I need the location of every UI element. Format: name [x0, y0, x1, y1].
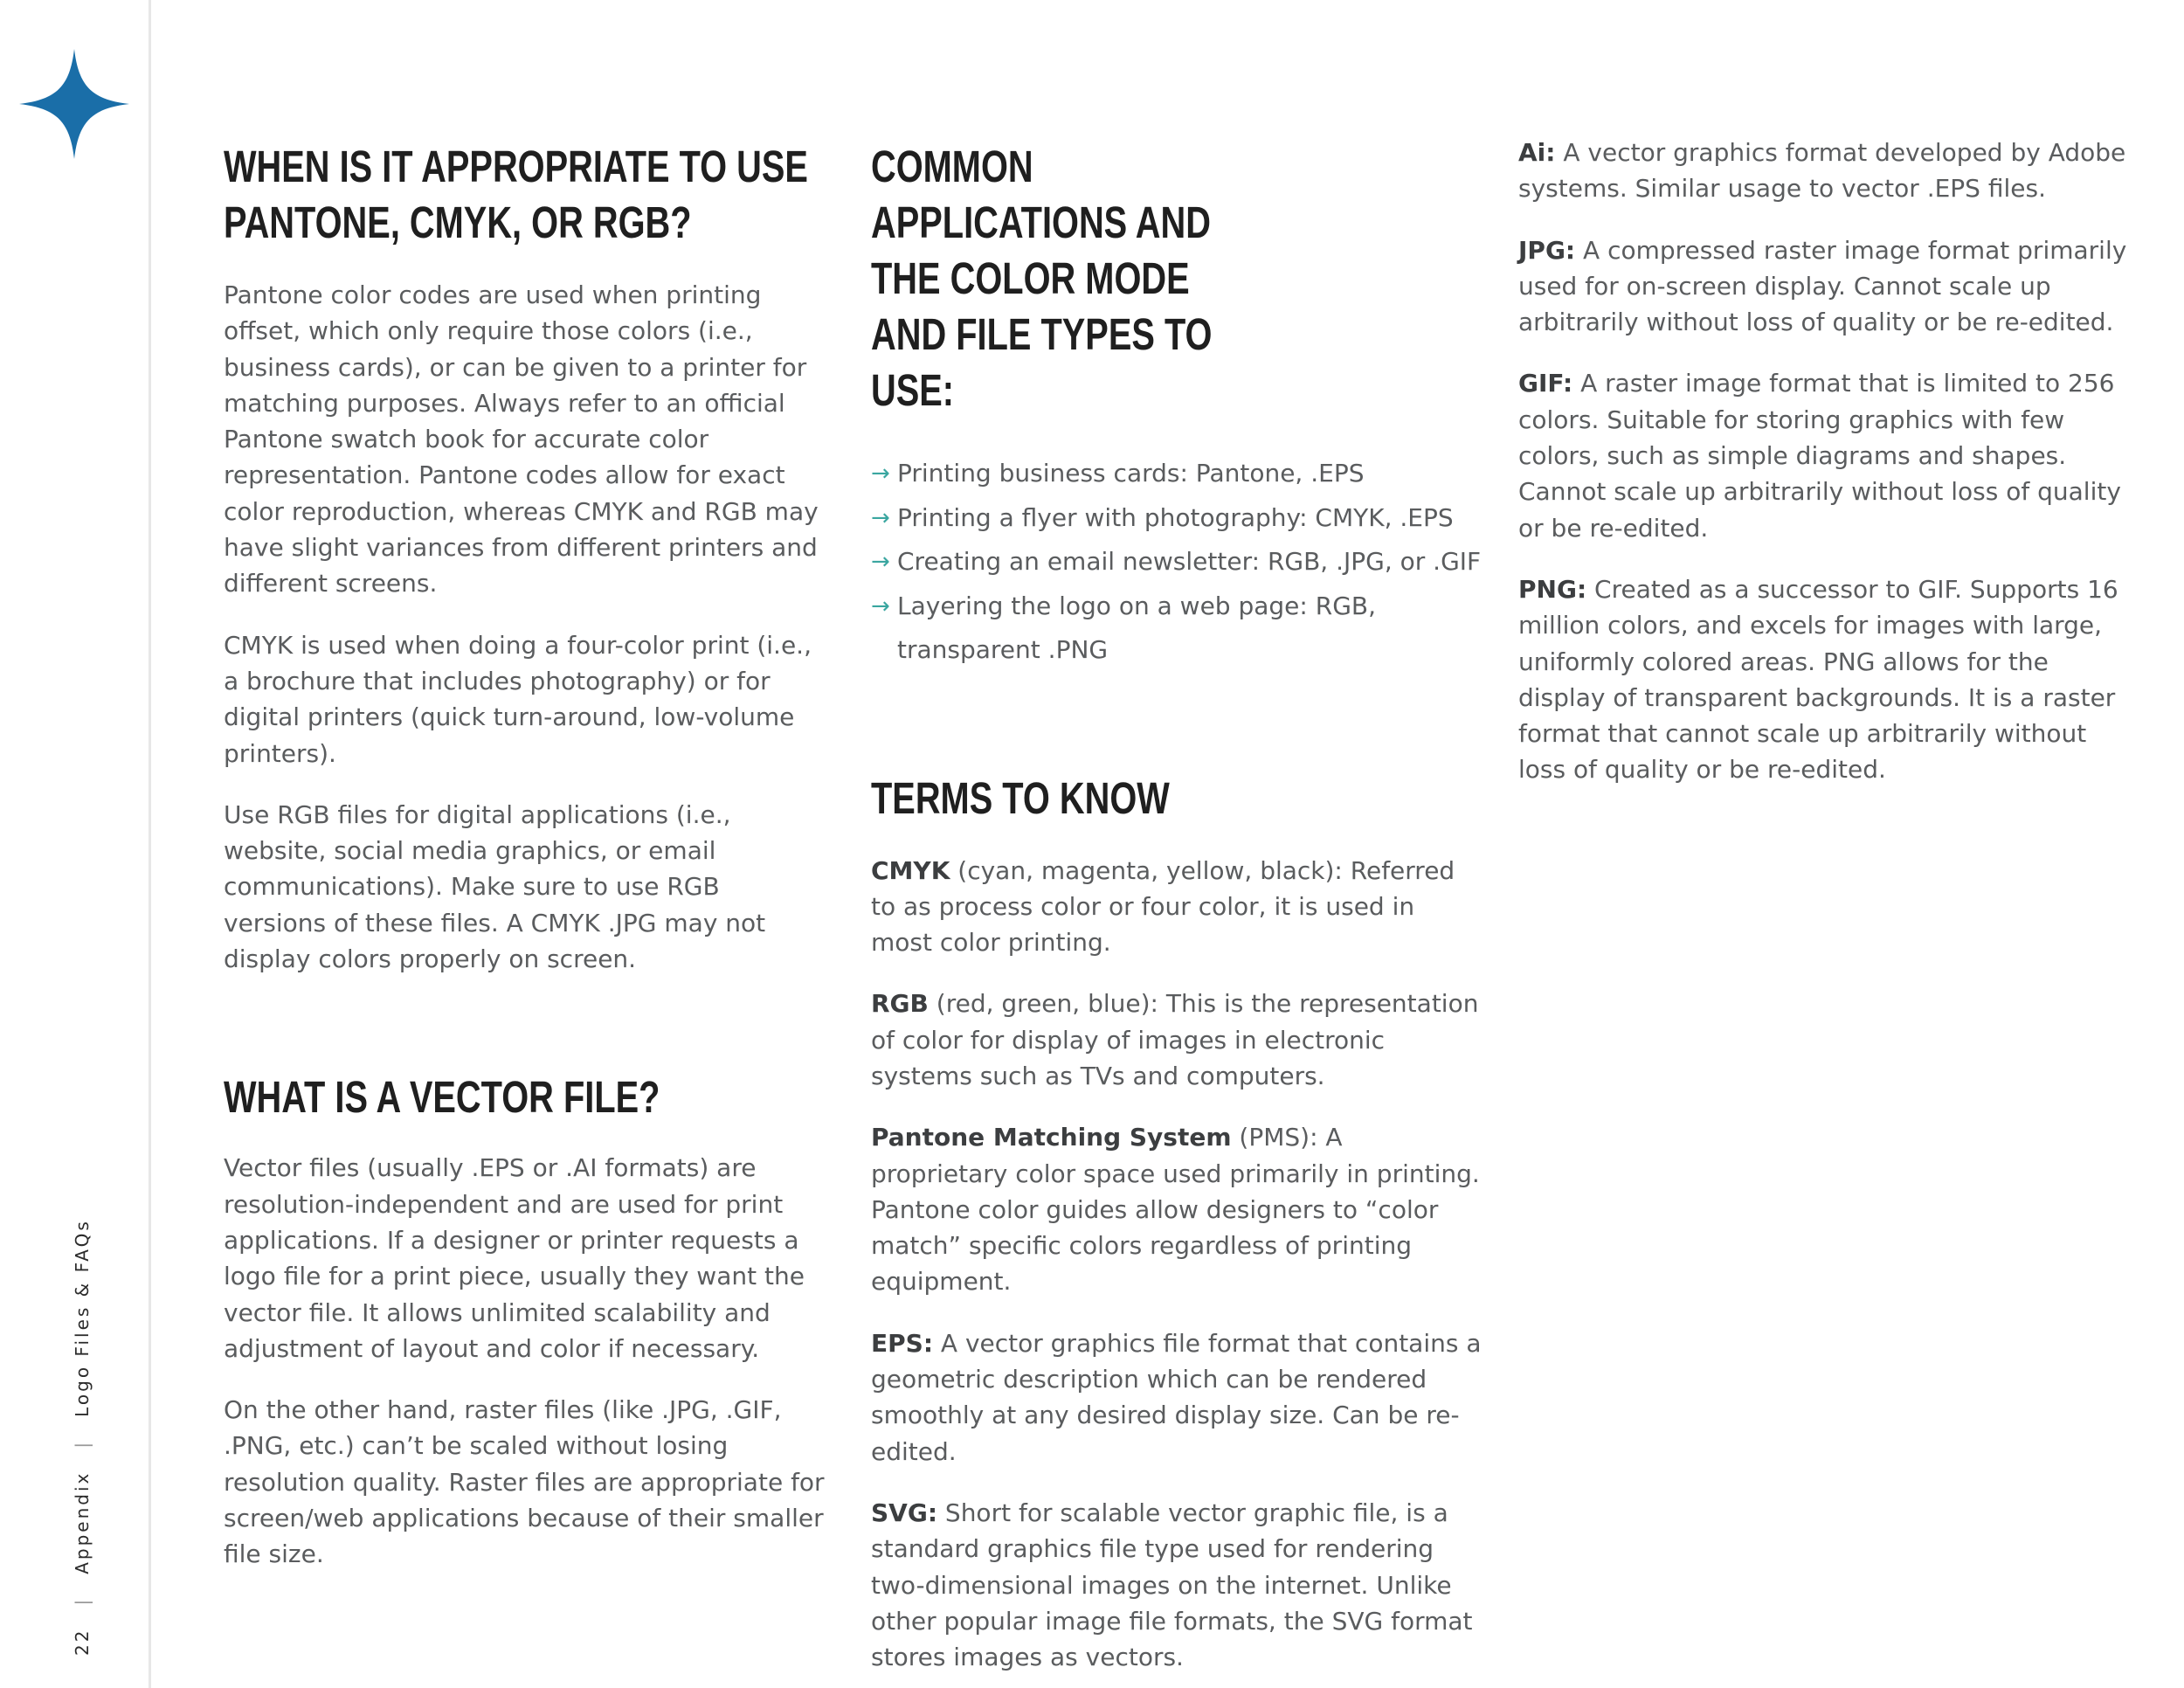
term-jpg: JPG: A compressed raster image format primarily used for on-screen display. Cannot scale up arbitrarily without loss of quality or be re-edited.: [1518, 235, 2127, 337]
separator: |: [72, 1596, 93, 1606]
column-3: [1518, 0, 2130, 788]
arrow-right-icon: →: [871, 460, 890, 487]
term-gif: GIF: A raster image format that is limited to 256 colors. Suitable for storing graphics with few colors, such as simple diagrams and shapes. Cannot scale up arbitrarily without loss of quality or be re-edited.: [1518, 369, 2121, 543]
applications-list: [871, 452, 1482, 673]
paragraph-rgb: Use RGB files for digital applications (i.e., website, social media graphics, or email communications). Make sure to use RGB versions of these files. A CMYK .JPG may not display colors properly on screen.: [224, 799, 766, 974]
subsection-name: Logo Files & FAQs: [72, 1219, 93, 1417]
heading-terms-to-know: TERMS TO KNOW: [871, 772, 1170, 823]
list-item: → Printing a flyer with photography: CMYK, .EPS: [871, 496, 1482, 541]
list-item: → Layering the logo on a web page: RGB, transparent .PNG: [871, 585, 1482, 673]
paragraph-cmyk: CMYK is used when doing a four-color print (i.e., a brochure that includes photography) or for digital printers (quick turn-around, low-volume printers).: [224, 630, 812, 768]
column-2: [871, 0, 1482, 1675]
separator: |: [72, 1439, 93, 1449]
term-pms: Pantone Matching System (PMS): A proprietary color space used primarily in printing. Pantone color guides allow designers to “color match” specific colors regardless of printing equipment.: [871, 1123, 1480, 1297]
list-item: → Creating an email newsletter: RGB, .JPG, or .GIF: [871, 540, 1482, 585]
sidebar-label: [69, 1097, 95, 1656]
heading-common-applications: COMMON APPLICATIONS AND THE COLOR MODE AND FILE TYPES TO USE:: [871, 142, 1213, 415]
term-svg: SVG: Short for scalable vector graphic file, is a standard graphics file type used for rendering two-dimensional images on the internet. Unlike other popular image file formats, the SVG format stores images as vectors.: [871, 1498, 1473, 1672]
list-item: → Printing business cards: Pantone, .EPS: [871, 452, 1482, 496]
term-rgb: RGB (red, green, blue): This is the representation of color for display of images in electronic systems such as TVs and computers.: [871, 989, 1479, 1090]
arrow-right-icon: →: [871, 549, 890, 575]
section-name: Appendix: [72, 1470, 93, 1574]
heading-vector-file: WHAT IS A VECTOR FILE?: [224, 1072, 660, 1123]
arrow-right-icon: →: [871, 592, 890, 619]
page-number: 22: [72, 1628, 93, 1656]
column-1: [224, 0, 826, 1573]
arrow-right-icon: →: [871, 504, 890, 531]
term-cmyk: CMYK (cyan, magenta, yellow, black): Referred to as process color or four color, it is used in most color printing.: [871, 855, 1455, 958]
term-eps: EPS: A vector graphics file format that contains a geometric description which can be rendered smoothly at any desired display size. Can be re-edited.: [871, 1328, 1482, 1466]
paragraph-pantone: Pantone color codes are used when printing offset, which only require those colors (i.e., business cards), or can be given to a printer for matching purposes. Always refer to an official Pantone swatch book for accurate color representation. Pantone codes allow for exact color reproduction, whereas CMYK and RGB may have slight variances from different printers and different screens.: [224, 280, 819, 598]
term-png: PNG: Created as a successor to GIF. Supports 16 million colors, and excels for images with large, uniformly colored areas. PNG allows for the display of transparent backgrounds. It is a raster format that cannot scale up arbitrarily without loss of quality or be re-edited.: [1518, 574, 2118, 785]
paragraph-raster: On the other hand, raster files (like .JPG, .GIF, .PNG, etc.) can’t be scaled without losing resolution quality. Raster files are appropriate for screen/web applications because of their smaller file size.: [224, 1395, 825, 1569]
term-ai: Ai: A vector graphics format developed by Adobe systems. Similar usage to vector .EPS files.: [1518, 138, 2126, 204]
heading-when-to-use: WHEN IS IT APPROPRIATE TO USE PANTONE, CMYK, OR RGB?: [224, 142, 808, 247]
sidebar-divider: [149, 0, 151, 1688]
paragraph-vector: Vector files (usually .EPS or .AI formats) are resolution-independent and are used for print applications. If a designer or printer requests a logo file for a print piece, usually they want the vector file. It allows unlimited scalability and adjustment of layout and color if necessary.: [224, 1153, 805, 1363]
star-logo-icon: [19, 49, 129, 159]
